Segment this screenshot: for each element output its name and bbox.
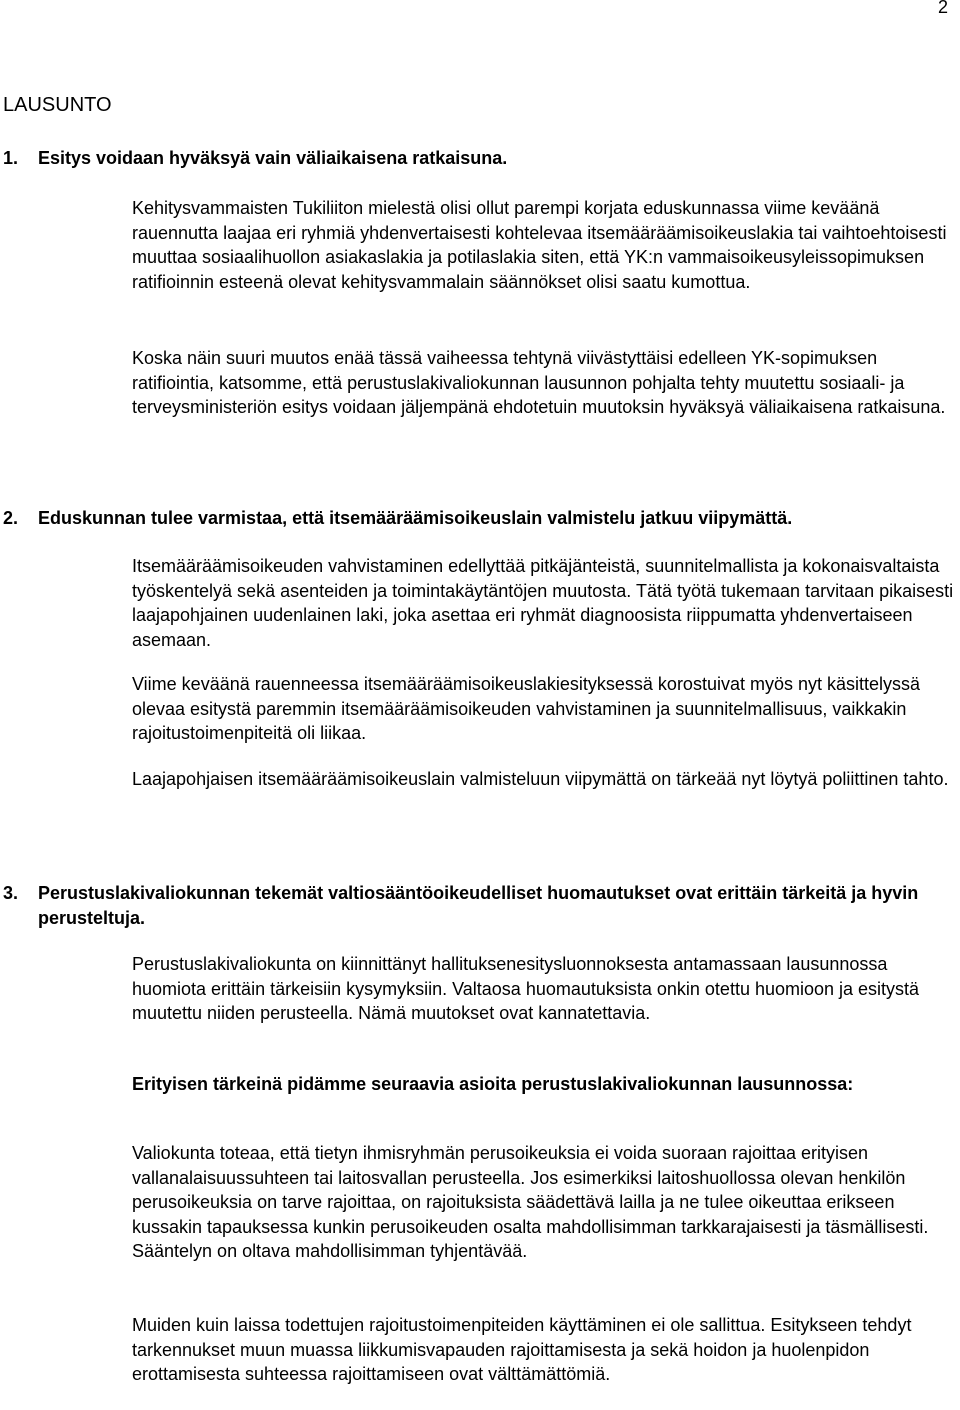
paragraph-bold-intro: Erityisen tärkeinä pidämme seuraavia asioita perustuslakivaliokunnan lausunnossa: (132, 1074, 854, 1094)
paragraph: Muiden kuin laissa todettujen rajoitustoimenpiteiden käyttäminen ei ole sallittua. Esitykseen tehdyt tarkennukset muun muassa liikkumisvapauden rajoittamisesta ja sekä hoidon ja huolenpidon erottamisesta suhteessa rajoittamiseen ovat välttämättömiä. (132, 1315, 912, 1385)
paragraph: Laajapohjaisen itsemääräämisoikeuslain valmisteluun viipymättä on tärkeää nyt löytyä poliittinen tahto. (132, 769, 949, 789)
section-heading-2 (3, 506, 943, 531)
paragraph: Itsemääräämisoikeuden vahvistaminen edellyttää pitkäjänteistä, suunnitelmallista ja kokonaisvaltaista työskentelyä sekä asenteiden ja toimintakäytäntöjen muutosta. Tätä työtä tukemaan tarvitaan pikaisesti laajapohjainen uudenlainen laki, joka asettaa eri ryhmät diagnoosista riippumatta yhdenvertaiseen asemaan. (132, 556, 954, 650)
paragraph: Kehitysvammaisten Tukiliiton mielestä olisi ollut parempi korjata eduskunnassa viime keväänä rauennutta laajaa eri ryhmiä yhdenvertaisesti kohtelevaa itsemääräämisoikeuslakia tai vaihtoehtoisesti muuttaa sosiaalihuollon asiakaslakia ja potilaslakia siten, että YK:n vammaisoikeusyleissopimuksen ratifioinnin esteenä olevat kehitysvammalain säännökset olisi saatu kumottua. (132, 198, 947, 292)
section-heading-1 (3, 146, 943, 171)
paragraph: Koska näin suuri muutos enää tässä vaiheessa tehtynä viivästyttäisi edelleen YK-sopimuksen ratifiointia, katsomme, että perustuslakivaliokunnan lausunnon pohjalta tehty muutettu sosiaali- ja terveysministeriön esitys voidaan jäljempänä ehdotetuin muutoksin hyväksyä väliaikaisena ratkaisuna. (132, 348, 946, 418)
section-heading-text: Esitys voidaan hyväksyä vain väliaikaisena ratkaisuna. (38, 148, 508, 168)
section-heading-3 (3, 881, 943, 931)
document-title: LAUSUNTO (3, 94, 112, 116)
section-heading-text: Eduskunnan tulee varmistaa, että itsemääräämisoikeuslain valmistelu jatkuu viipymättä. (38, 508, 793, 528)
paragraph: Valiokunta toteaa, että tietyn ihmisryhmän perusoikeuksia ei voida suoraan rajoittaa erityisen vallanalaisuussuhteen tai laitosvallan perusteella. Jos esimerkiksi laitoshuollossa olevan henkilön perusoikeuksia on tarve rajoittaa, on rajoituksista säädettävä lailla ja ne tulee oikeuttaa erikseen kussakin tapauksessa kunkin perusoikeuden osalta mahdollisimman tarkkarajaisesti ja täsmällisesti. Sääntelyn on oltava mahdollisimman tyhjentävää. (132, 1143, 929, 1262)
paragraph: Viime keväänä rauenneessa itsemääräämisoikeuslakiesityksessä korostuivat myös nyt käsittelyssä olevaa esitystä paremmin itsemääräämisoikeuden vahvistaminen ja suunnitelmallisuus, vaikkakin rajoitustoimenpiteitä oli liikaa. (132, 674, 921, 744)
section-number: 2. (3, 508, 19, 528)
section-number: 1. (3, 148, 19, 168)
paragraph: Perustuslakivaliokunta on kiinnittänyt hallituksenesitysluonnoksesta antamassaan lausunnossa huomiota erittäin tärkeisiin kysymyksiin. Valtaosa huomautuksista onkin otettu huomioon ja esitystä muutettu niiden perusteella. Nämä muutokset ovat kannatettavia. (132, 954, 920, 1024)
section-heading-text: Perustuslakivaliokunnan tekemät valtiosääntöoikeudelliset huomautukset ovat erittäin tärkeitä ja hyvin perusteltuja. (38, 883, 919, 928)
page-number: 2 (937, 0, 948, 17)
section-number: 3. (3, 883, 19, 903)
